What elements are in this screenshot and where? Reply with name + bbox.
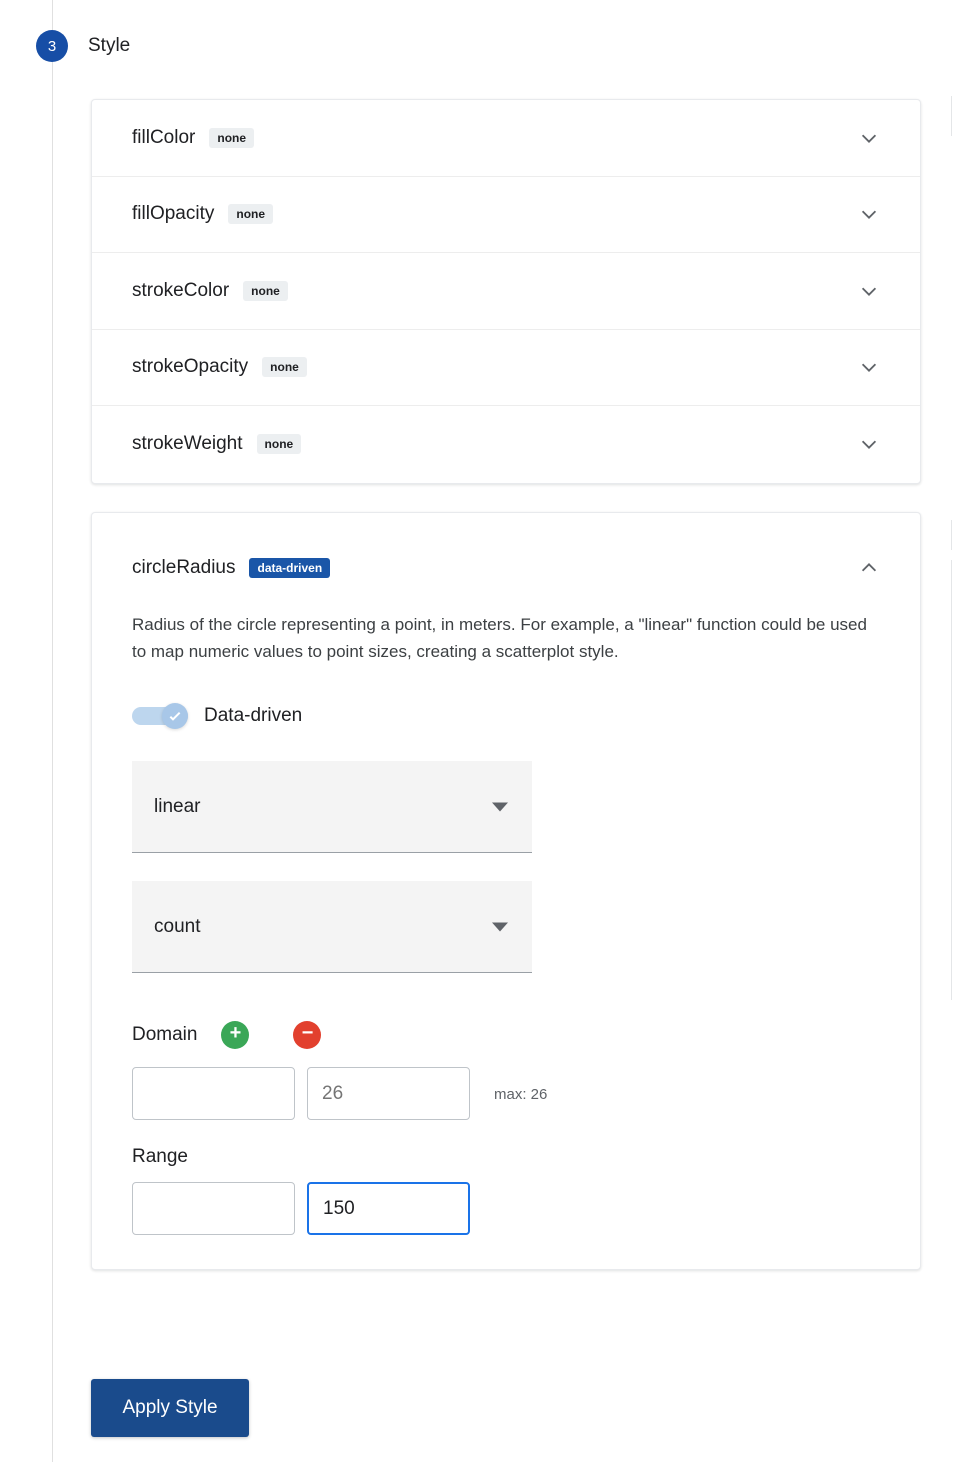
edge-panel-sliver-mid [951, 520, 960, 550]
data-driven-toggle[interactable] [132, 703, 188, 729]
remove-domain-button[interactable]: − [293, 1021, 321, 1049]
field-select[interactable] [132, 881, 532, 973]
range-min-input[interactable] [132, 1182, 295, 1235]
range-label: Range [132, 1146, 188, 1167]
chevron-down-icon[interactable] [858, 127, 880, 149]
property-badge: none [243, 281, 288, 301]
circle-radius-description: Radius of the circle representing a point, in meters. For example, a "linear" function could be used to map numeric values to point sizes, creating a scatterplot style. [132, 615, 867, 661]
chevron-down-icon[interactable] [492, 802, 508, 811]
chevron-down-icon[interactable] [858, 280, 880, 302]
property-row-strokecolor[interactable] [92, 253, 920, 330]
domain-min-input[interactable] [132, 1067, 295, 1120]
style-properties-card [91, 99, 921, 484]
property-badge: none [262, 357, 307, 377]
step-number-badge: 3 [36, 30, 68, 62]
add-domain-button[interactable]: + [221, 1021, 249, 1049]
edge-panel-sliver-top [951, 96, 960, 136]
property-name: strokeWeight [132, 433, 243, 455]
range-label-row [92, 1146, 920, 1168]
circle-radius-card [91, 512, 921, 1270]
property-badge: none [209, 128, 254, 148]
chevron-up-icon[interactable] [858, 557, 880, 579]
circle-radius-header[interactable] [92, 513, 920, 623]
function-select-value: linear [154, 795, 201, 817]
domain-max-note: max: 26 [494, 1086, 548, 1103]
domain-label: Domain [132, 1024, 198, 1045]
property-row-fillcolor[interactable] [92, 100, 920, 177]
function-select[interactable] [132, 761, 532, 853]
step-header [0, 30, 130, 62]
property-name: fillOpacity [132, 203, 215, 225]
stepper-rail [52, 0, 53, 1462]
page-title: Style [88, 35, 131, 56]
data-driven-toggle-row[interactable] [92, 703, 920, 729]
data-driven-label: Data-driven [204, 705, 303, 726]
chevron-down-icon[interactable] [858, 433, 880, 455]
chevron-down-icon[interactable] [858, 356, 880, 378]
property-name: fillColor [132, 126, 196, 148]
property-row-fillopacity[interactable] [92, 177, 920, 254]
toggle-knob [162, 703, 188, 729]
domain-controls [92, 1021, 920, 1049]
apply-style-button[interactable]: Apply Style [91, 1379, 249, 1437]
property-badge: data-driven [249, 558, 330, 578]
domain-max-input[interactable] [307, 1067, 470, 1120]
property-name: circleRadius [132, 557, 236, 578]
property-badge: none [228, 204, 273, 224]
domain-inputs [92, 1067, 920, 1120]
field-select-value: count [154, 915, 201, 937]
chevron-down-icon[interactable] [858, 203, 880, 225]
property-row-strokeopacity[interactable] [92, 330, 920, 407]
edge-panel-sliver-bottom [951, 560, 960, 1000]
property-name: strokeColor [132, 279, 230, 301]
range-inputs [92, 1182, 920, 1269]
range-max-input[interactable] [307, 1182, 470, 1235]
property-badge: none [257, 434, 302, 454]
property-row-strokeweight[interactable] [92, 406, 920, 483]
chevron-down-icon[interactable] [492, 922, 508, 931]
property-name: strokeOpacity [132, 356, 249, 378]
